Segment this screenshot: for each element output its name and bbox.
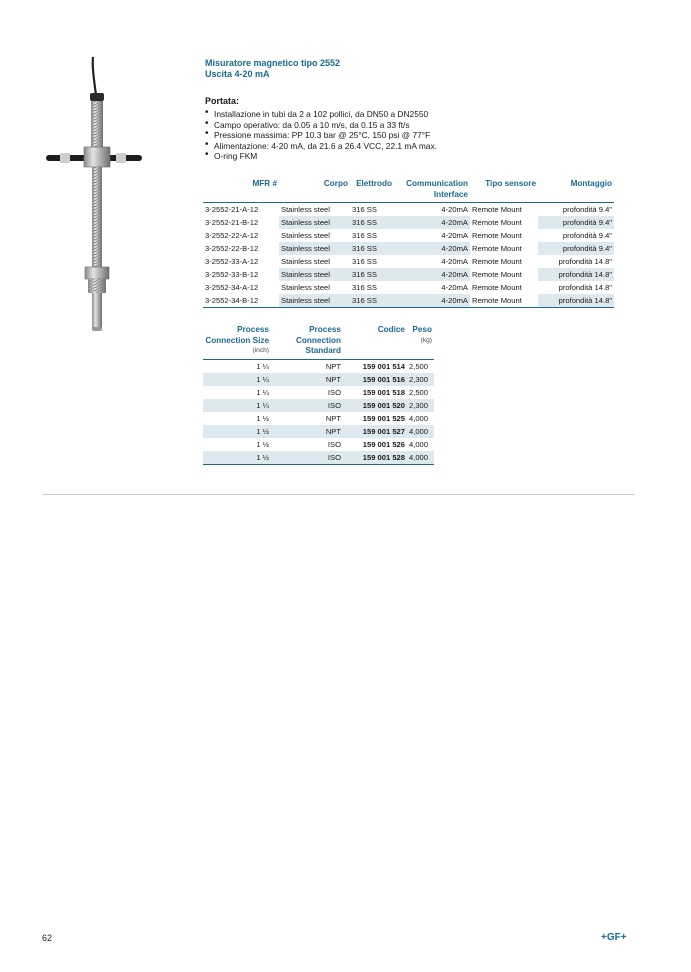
table-cell: NPT bbox=[271, 425, 343, 438]
table-row bbox=[203, 425, 434, 438]
table-cell: Stainless steel bbox=[279, 242, 350, 255]
table-row bbox=[203, 438, 434, 451]
table-cell: profondità 14.8" bbox=[558, 257, 612, 266]
table-cell: Stainless steel bbox=[281, 257, 330, 266]
table-cell: 4-20mA bbox=[441, 257, 468, 266]
table-cell: Remote Mount bbox=[472, 296, 522, 305]
magnetic-flow-sensor-image bbox=[38, 55, 158, 345]
table-cell: 2,300 bbox=[407, 399, 434, 412]
table-cell: 1 ¼ bbox=[203, 399, 271, 412]
table-cell: 3-2552-33-B-12 bbox=[205, 270, 259, 279]
table-cell: 316 SS bbox=[352, 205, 377, 214]
table-cell: 1 ½ bbox=[256, 439, 269, 449]
table-row bbox=[203, 451, 434, 465]
table-cell: 316 SS bbox=[352, 257, 377, 266]
column-header: Corpo bbox=[323, 179, 348, 188]
table-cell: 3-2552-34-A-12 bbox=[205, 283, 259, 292]
table-cell: 316 SS bbox=[350, 216, 394, 229]
product-title-line1: Misuratore magnetico tipo 2552 bbox=[205, 58, 341, 68]
order-code-table bbox=[203, 325, 434, 465]
product-title-line2: Uscita 4-20 mA bbox=[205, 69, 270, 79]
feature-list bbox=[205, 109, 437, 162]
page-number: 62 bbox=[42, 933, 53, 943]
column-header: Elettrodo bbox=[356, 179, 392, 188]
column-header bbox=[271, 325, 343, 359]
table-cell: 2,500 bbox=[409, 361, 429, 371]
table-cell: ISO bbox=[271, 399, 343, 412]
table-cell: profondità 14.8" bbox=[538, 268, 614, 281]
column-header bbox=[343, 325, 407, 359]
column-header: Montaggio bbox=[570, 179, 612, 188]
table-cell: Remote Mount bbox=[472, 270, 522, 279]
column-unit: (kg) bbox=[420, 336, 432, 344]
column-header-label: Process Connection Standard bbox=[295, 325, 341, 355]
column-header bbox=[407, 325, 434, 359]
table-cell: 4,000 bbox=[407, 451, 434, 465]
table-row bbox=[203, 255, 614, 268]
table-cell: 4,000 bbox=[407, 425, 434, 438]
table-row bbox=[203, 281, 614, 294]
table-cell: Stainless steel bbox=[281, 231, 330, 240]
table-cell: 2,300 bbox=[407, 373, 434, 386]
table-cell: 4-20mA bbox=[394, 242, 470, 255]
list-item: • Pressione massima: PP 10.3 bar @ 25°C, 150 psi @ 77°F bbox=[205, 130, 437, 141]
table-cell: NPT bbox=[271, 373, 343, 386]
table-cell: 1 ½ bbox=[256, 413, 269, 423]
gf-logo: +GF+ bbox=[601, 932, 627, 943]
column-header: Communication Interface bbox=[406, 179, 468, 199]
column-header bbox=[203, 325, 271, 359]
table-cell: 3-2552-33-A-12 bbox=[205, 257, 259, 266]
table-cell: 4-20mA bbox=[394, 294, 470, 308]
section-heading: Portata: bbox=[205, 96, 240, 106]
table-cell: 159 001 518 bbox=[362, 387, 405, 397]
table-cell: 316 SS bbox=[352, 283, 377, 292]
table-cell: 316 SS bbox=[350, 242, 394, 255]
list-item: • O-ring FKM bbox=[205, 151, 437, 162]
table-row bbox=[203, 399, 434, 412]
table-cell: profondità 9.4" bbox=[538, 216, 614, 229]
table-cell: profondità 9.4" bbox=[562, 205, 612, 214]
table-cell: ISO bbox=[327, 387, 341, 397]
table-cell: ISO bbox=[271, 451, 343, 465]
column-header-label: Peso bbox=[412, 325, 432, 334]
table-row bbox=[203, 216, 614, 229]
table-row bbox=[203, 412, 434, 425]
table-cell: 3-2552-34-B-12 bbox=[205, 296, 259, 305]
table-cell: 4-20mA bbox=[441, 205, 468, 214]
table-cell: NPT bbox=[325, 413, 341, 423]
table-row bbox=[203, 373, 434, 386]
product-title bbox=[205, 58, 340, 80]
table-cell: 1 ¼ bbox=[256, 387, 269, 397]
table-cell: 159 001 528 bbox=[343, 451, 407, 465]
table-cell: Remote Mount bbox=[472, 244, 522, 253]
table-cell: Remote Mount bbox=[472, 231, 522, 240]
table-cell: ISO bbox=[327, 439, 341, 449]
table-cell: 316 SS bbox=[352, 231, 377, 240]
table-cell: profondità 14.8" bbox=[558, 283, 612, 292]
column-header-label: Process Connection Size bbox=[205, 325, 269, 345]
table-cell: profondità 9.4" bbox=[562, 231, 612, 240]
table-cell: 159 001 516 bbox=[343, 373, 407, 386]
table-cell: Remote Mount bbox=[472, 283, 522, 292]
table-cell: Remote Mount bbox=[472, 218, 522, 227]
table-cell: 3-2552-21-B-12 bbox=[205, 218, 259, 227]
table-cell: profondità 14.8" bbox=[538, 294, 614, 308]
table-cell: 1 ¼ bbox=[256, 361, 269, 371]
table-cell: 3-2552-22-B-12 bbox=[205, 244, 259, 253]
table-header-row bbox=[203, 179, 614, 203]
table-cell: Remote Mount bbox=[472, 205, 522, 214]
divider bbox=[42, 494, 635, 495]
table-row bbox=[203, 229, 614, 242]
column-unit: (inch) bbox=[252, 347, 269, 354]
table-cell: 1 ½ bbox=[203, 451, 271, 465]
list-item: • Installazione in tubi da 2 a 102 pollici, da DN50 a DN2550 bbox=[205, 109, 437, 120]
table-cell: 316 SS bbox=[350, 294, 394, 308]
column-header: Tipo sensore bbox=[485, 179, 536, 188]
table-cell: 159 001 520 bbox=[343, 399, 407, 412]
table-row bbox=[203, 294, 614, 308]
table-cell: Stainless steel bbox=[281, 283, 330, 292]
table-cell: 159 001 514 bbox=[362, 361, 405, 371]
table-cell: 159 001 527 bbox=[343, 425, 407, 438]
table-cell: 4-20mA bbox=[441, 231, 468, 240]
table-cell: Stainless steel bbox=[279, 294, 350, 308]
table-cell: Remote Mount bbox=[472, 257, 522, 266]
table-cell: 4,000 bbox=[409, 439, 429, 449]
table-header-row bbox=[203, 325, 434, 359]
table-cell: Stainless steel bbox=[281, 205, 330, 214]
column-header: MFR # bbox=[252, 179, 277, 188]
table-cell: 4,000 bbox=[409, 413, 429, 423]
table-cell: Stainless steel bbox=[279, 268, 350, 281]
table-cell: 159 001 525 bbox=[362, 413, 405, 423]
model-table bbox=[203, 179, 614, 308]
table-cell: 3-2552-22-A-12 bbox=[205, 231, 259, 240]
list-item: • Alimentazione: 4-20 mA, da 21.6 a 26.4 VCC, 22.1 mA max. bbox=[205, 141, 437, 152]
table-cell: 316 SS bbox=[350, 268, 394, 281]
table-cell: NPT bbox=[325, 361, 341, 371]
table-row bbox=[203, 242, 614, 255]
table-cell: 4-20mA bbox=[394, 216, 470, 229]
table-cell: 3-2552-21-A-12 bbox=[205, 205, 259, 214]
table-cell: 4-20mA bbox=[394, 268, 470, 281]
table-cell: 1 ¼ bbox=[203, 373, 271, 386]
column-header-label: Codice bbox=[377, 325, 405, 334]
table-cell: 4-20mA bbox=[441, 283, 468, 292]
table-row bbox=[203, 386, 434, 399]
table-cell: Stainless steel bbox=[279, 216, 350, 229]
table-row bbox=[203, 268, 614, 281]
table-cell: 2,500 bbox=[409, 387, 429, 397]
table-cell: 1 ½ bbox=[203, 425, 271, 438]
table-cell: profondità 9.4" bbox=[538, 242, 614, 255]
table-row bbox=[203, 203, 614, 217]
table-cell: 159 001 526 bbox=[362, 439, 405, 449]
list-item: • Campo operativo: da 0.05 a 10 m/s, da 0.15 a 33 ft/s bbox=[205, 120, 437, 131]
table-row bbox=[203, 359, 434, 373]
